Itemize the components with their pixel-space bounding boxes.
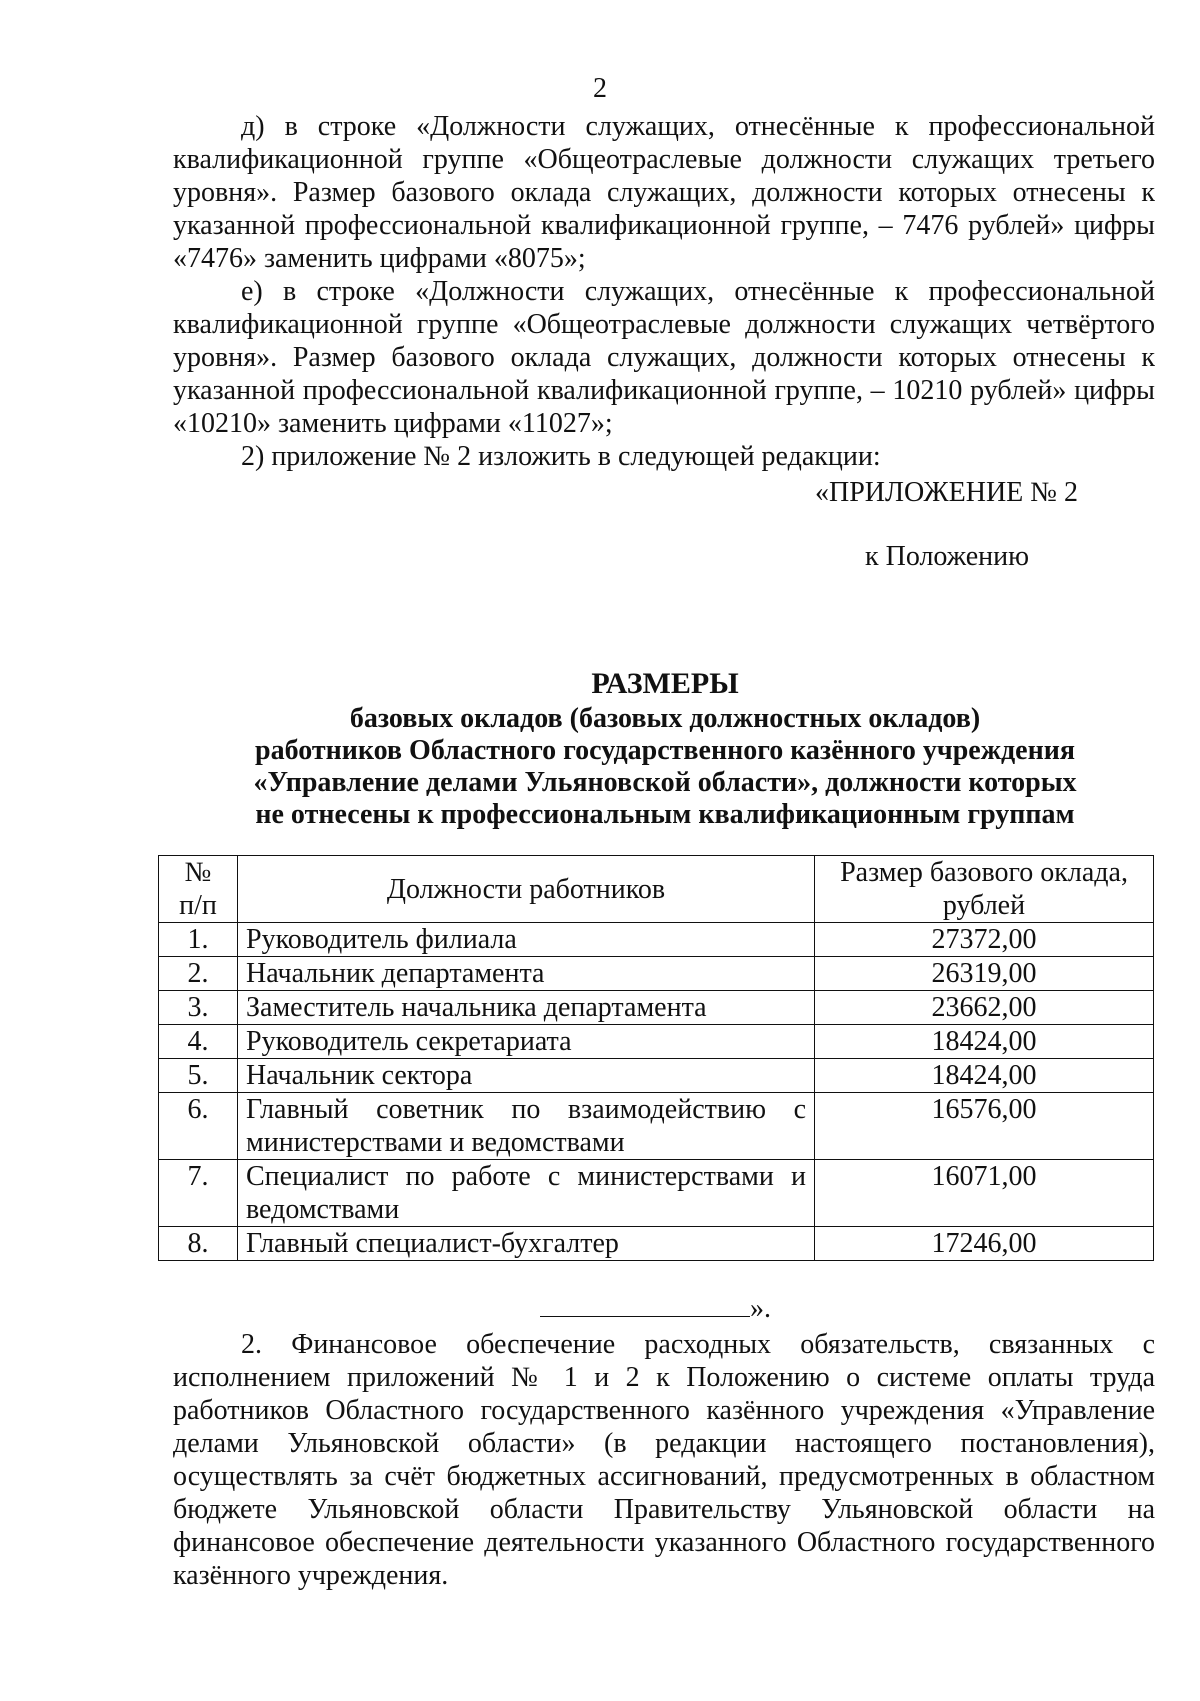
title-line-4: не отнесены к профессиональным квалификационным группам (255, 799, 1075, 830)
row-salary: 17246,00 (815, 1227, 1154, 1261)
header-number-line1: № (184, 857, 212, 888)
table-row (159, 923, 1154, 957)
table-header-row (159, 856, 1154, 923)
title-main: РАЗМЕРЫ (591, 667, 739, 700)
salary-table (158, 855, 1154, 1261)
row-number: 2. (159, 957, 238, 991)
table-row (159, 1227, 1154, 1261)
row-number: 8. (159, 1227, 238, 1261)
table-row (159, 1093, 1154, 1160)
header-number (159, 856, 238, 923)
amendment-block (173, 110, 1155, 473)
row-number: 6. (159, 1093, 238, 1160)
header-position: Должности работников (238, 856, 815, 923)
row-salary: 23662,00 (815, 991, 1154, 1025)
row-position: Начальник сектора (238, 1059, 815, 1093)
row-number: 1. (159, 923, 238, 957)
appendix-label: «ПРИЛОЖЕНИЕ № 2 (815, 477, 1078, 508)
row-salary: 16071,00 (815, 1160, 1154, 1227)
paragraph-item2: 2) приложение № 2 изложить в следующей редакции: (241, 441, 881, 472)
document-title (150, 665, 1180, 831)
final-block (173, 1328, 1155, 1592)
title-line-1: базовых окладов (базовых должностных окладов) (349, 703, 981, 734)
table-row (159, 1059, 1154, 1093)
table-row (159, 991, 1154, 1025)
row-position: Руководитель филиала (238, 923, 815, 957)
header-salary (815, 856, 1154, 923)
title-line-2: работников Областного государственного казённого учреждения (255, 735, 1075, 766)
end-underline (540, 1290, 750, 1317)
table-row (159, 1160, 1154, 1227)
page-number: 2 (593, 73, 607, 104)
end-quote: ». (750, 1293, 771, 1324)
row-number: 5. (159, 1059, 238, 1093)
appendix-ref: к Положению (865, 541, 1030, 572)
row-position: Специалист по работе с министерствами и ведомствами (238, 1160, 815, 1227)
row-salary: 16576,00 (815, 1093, 1154, 1160)
row-position: Главный советник по взаимодействию с министерствами и ведомствами (238, 1093, 815, 1160)
row-position: Заместитель начальника департамента (238, 991, 815, 1025)
row-number: 4. (159, 1025, 238, 1059)
title-line-3: «Управление делами Ульяновской области», должности которых (253, 767, 1077, 798)
row-salary: 26319,00 (815, 957, 1154, 991)
table-row (159, 957, 1154, 991)
header-salary-line1: Размер базового оклада, (840, 857, 1128, 888)
row-number: 3. (159, 991, 238, 1025)
row-position: Главный специалист-бухгалтер (238, 1227, 815, 1261)
row-salary: 18424,00 (815, 1059, 1154, 1093)
appendix-end-mark (540, 1290, 800, 1325)
row-salary: 27372,00 (815, 923, 1154, 957)
row-position: Руководитель секретариата (238, 1025, 815, 1059)
paragraph-final: 2. Финансовое обеспечение расходных обязательств, связанных с исполнением приложений № 1 и 2 к Положению о системе оплаты труда работников Областного государственного казённого учреждения «Управление делами Ульяновской области» (в редакции настоящего постановления), осуществлять за счёт бюджетных ассигнований, предусмотренных в областном бюджете Ульяновской области Правительству Ульяновской области на финансовое обеспечение деятельности указанного Областного государственного казённого учреждения. (173, 1329, 1155, 1591)
table-row (159, 1025, 1154, 1059)
row-number: 7. (159, 1160, 238, 1227)
row-salary: 18424,00 (815, 1025, 1154, 1059)
paragraph-e: е) в строке «Должности служащих, отнесённые к профессиональной квалификационной группе «Общеотраслевые должности служащих четвёртого уровня». Размер базового оклада служащих, должности которых отнесены к указанной профессиональной квалификационной группе, – 10210 рублей» цифры «10210» заменить цифрами «11027»; (173, 276, 1155, 439)
row-position: Начальник департамента (238, 957, 815, 991)
header-number-line2: п/п (179, 890, 217, 921)
paragraph-d: д) в строке «Должности служащих, отнесённые к профессиональной квалификационной группе «Общеотраслевые должности служащих третьего уровня». Размер базового оклада служащих, должности которых отнесены к указанной профессиональной квалификационной группе, – 7476 рублей» цифры «7476» заменить цифрами «8075»; (173, 111, 1155, 274)
header-salary-line2: рублей (942, 890, 1026, 921)
